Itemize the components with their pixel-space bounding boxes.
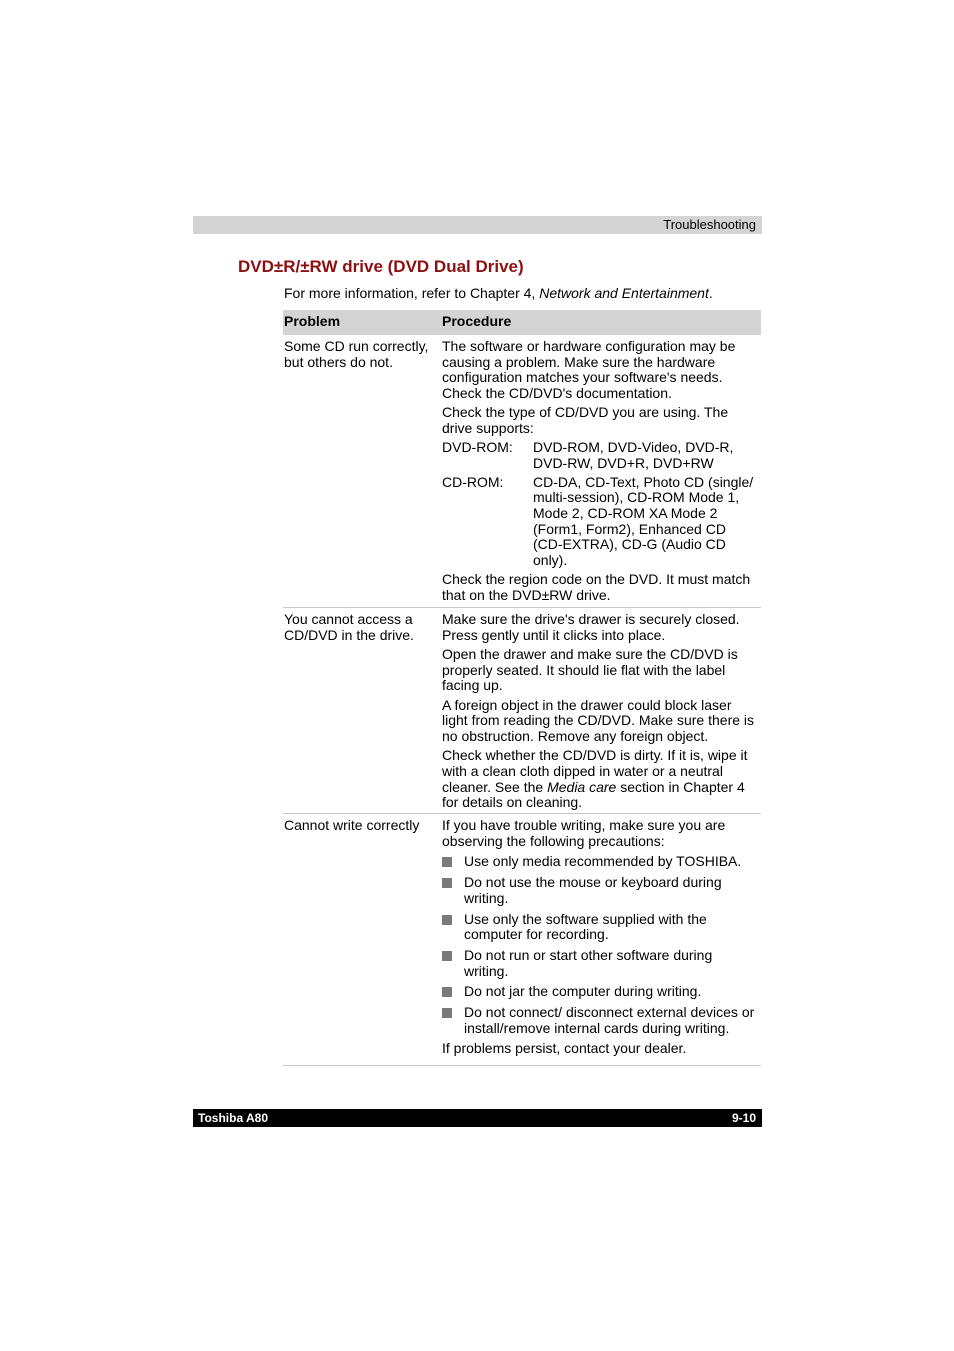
table-row (283, 608, 761, 814)
supported-format-cd (442, 475, 757, 569)
table-row (283, 814, 761, 1066)
square-bullet-icon (442, 1008, 452, 1018)
footer-model: Toshiba A80 (198, 1111, 269, 1125)
problem-cell: Some CD run correctly, but others do not. (284, 338, 429, 370)
section-title: DVD±R/±RW drive (DVD Dual Drive) (238, 257, 524, 276)
header-section-name: Troubleshooting (663, 217, 756, 232)
procedure-cell (442, 339, 761, 607)
list-item: Do not run or start other software during writing. (442, 948, 757, 979)
procedure-text: Check the type of CD/DVD you are using. The drive supports: (442, 404, 729, 437)
square-bullet-icon (442, 857, 452, 867)
page-number: 9-10 (731, 1111, 756, 1125)
chapter-reference: Network and Entertainment (539, 285, 709, 301)
square-bullet-icon (442, 878, 452, 888)
column-header-procedure: Procedure (442, 313, 512, 329)
square-bullet-icon (442, 987, 452, 997)
list-item: Use only media recommended by TOSHIBA. (442, 854, 757, 870)
procedure-text: The software or hardware configuration may be causing a problem. Make sure the hardware configuration matches your software's needs. Check the CD/DVD's documentation. (442, 338, 736, 402)
intro-paragraph: For more information, refer to Chapter 4, Network and Entertainment. (284, 285, 713, 301)
procedure-text: Open the drawer and make sure the CD/DVD is properly seated. It should lie flat with the label facing up. (442, 645, 738, 694)
format-term: CD-ROM: (442, 473, 504, 490)
list-item: Do not jar the computer during writing. (442, 984, 757, 1000)
procedure-cell (442, 818, 761, 1065)
format-description: CD-DA, CD-Text, Photo CD (single/ multi-session), CD-ROM Mode 1, Mode 2, CD-ROM XA Mode 2 (Form1, Form2), Enhanced CD (CD-EXTRA), CD-G (Audio CD only). (533, 473, 754, 569)
running-header (193, 216, 762, 234)
format-description: DVD-ROM, DVD-Video, DVD-R, DVD-RW, DVD+R, DVD+RW (533, 439, 734, 471)
column-header-problem: Problem (284, 313, 341, 329)
running-footer (193, 1109, 762, 1127)
problem-cell: You cannot access a CD/DVD in the drive. (284, 611, 414, 643)
procedure-text: A foreign object in the drawer could block laser light from reading the CD/DVD. Make sure there is no obstruction. Remove any foreign object. (442, 696, 755, 744)
list-item: Do not connect/ disconnect external devices or install/remove internal cards during writing. (442, 1005, 757, 1036)
list-item: Use only the software supplied with the computer for recording. (442, 912, 757, 943)
procedure-text: Check the region code on the DVD. It must match that on the DVD±RW drive. (442, 570, 751, 603)
procedure-text: If you have trouble writing, make sure you are observing the following precautions: (442, 817, 726, 849)
media-care-reference: Media care (547, 778, 617, 795)
procedure-text: Check whether the CD/DVD is dirty. If it is, wipe it with a clean cloth dipped in water or a neutral cleaner. See the Media care section in Chapter 4 for details on cleaning. (442, 747, 748, 811)
table-header (283, 310, 761, 335)
procedure-cell (442, 612, 761, 813)
troubleshooting-table (283, 310, 761, 1066)
supported-format-dvd (442, 440, 757, 471)
format-term: DVD-ROM: (442, 439, 513, 456)
problem-cell: Cannot write correctly (284, 817, 420, 833)
procedure-text: Make sure the drive's drawer is securely closed. Press gently until it clicks into place. (442, 611, 740, 643)
square-bullet-icon (442, 915, 452, 925)
table-row (283, 335, 761, 608)
procedure-text: If problems persist, contact your dealer. (442, 1040, 687, 1057)
square-bullet-icon (442, 951, 452, 961)
list-item: Do not use the mouse or keyboard during writing. (442, 875, 757, 906)
